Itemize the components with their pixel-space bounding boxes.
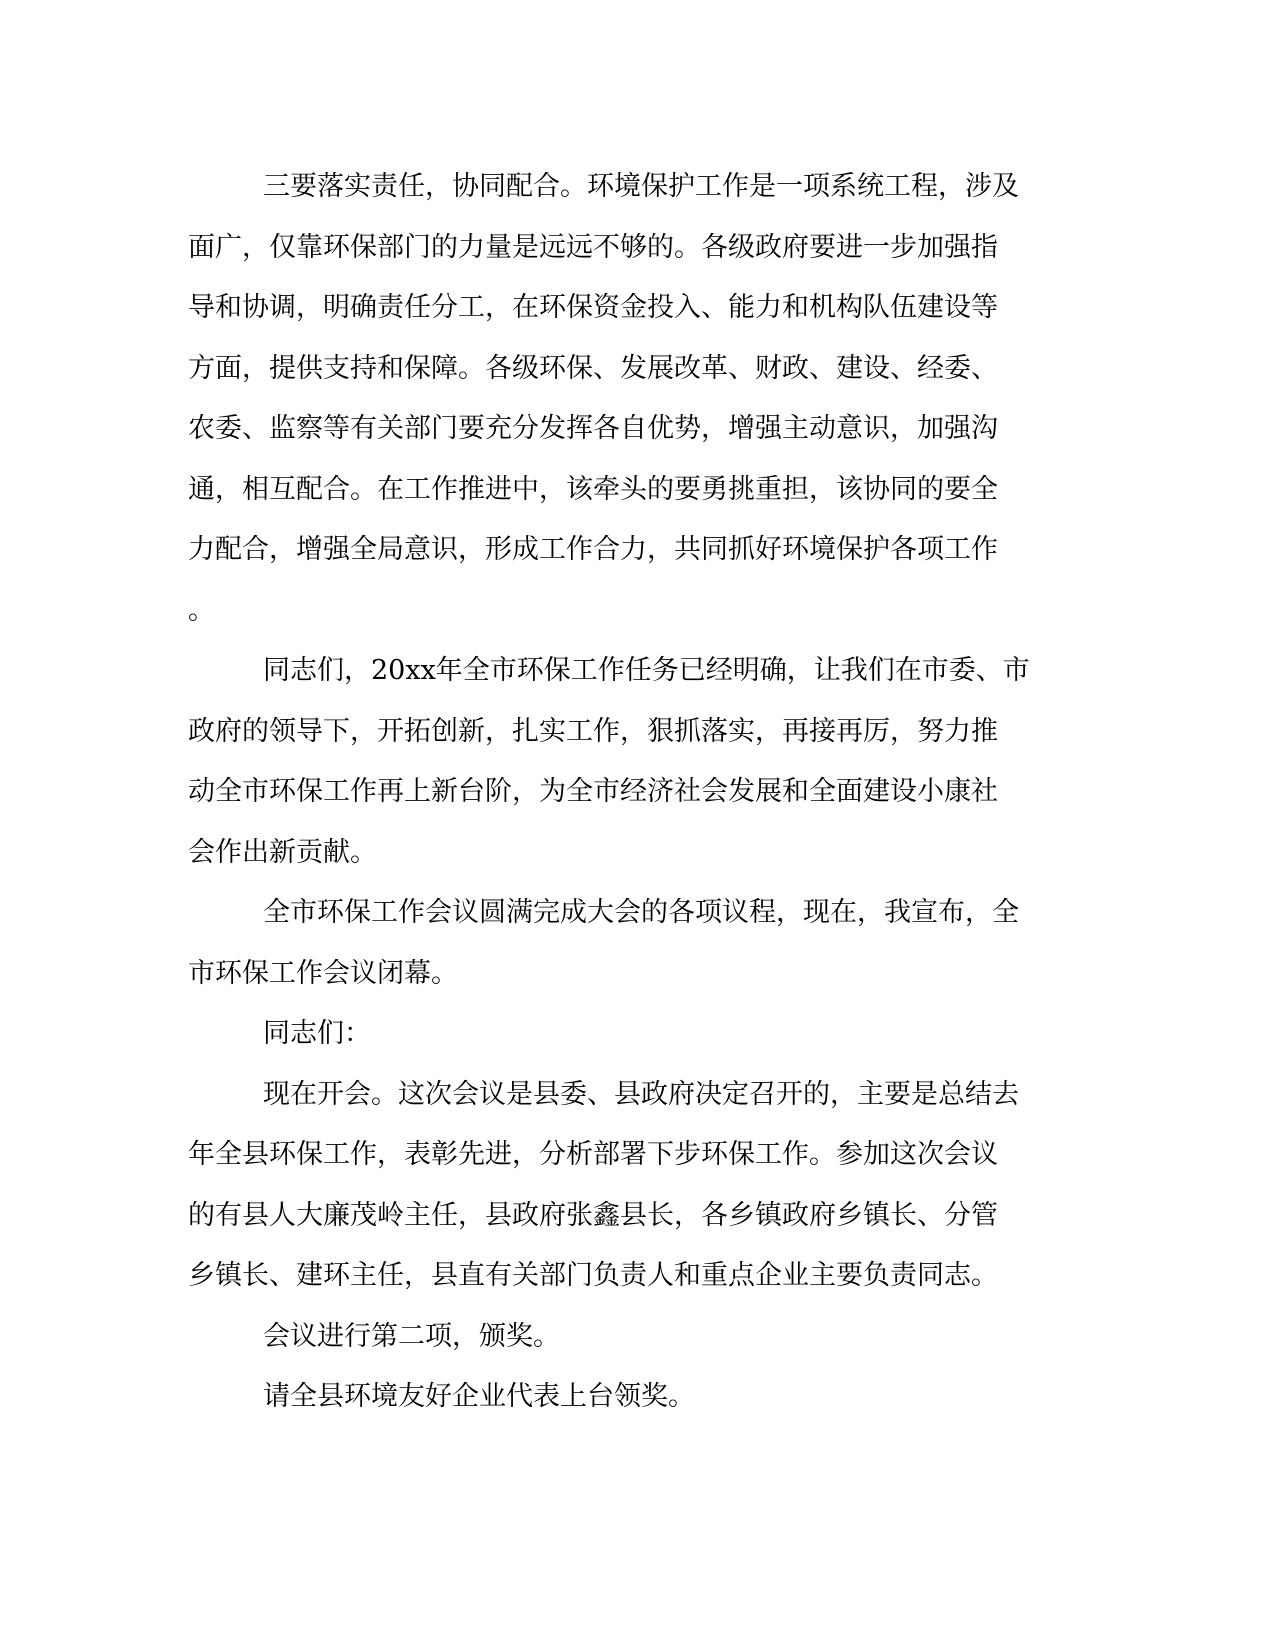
text-line: 同志们： [263, 1018, 371, 1049]
text-line: 市环保工作会议闭幕。 [188, 957, 458, 989]
paragraph-closing-announcement [188, 883, 1078, 1004]
text-line: 会议进行第二项，颁奖。 [263, 1320, 560, 1352]
paragraph-task-clear [188, 641, 1078, 883]
text-line: 力配合，增强全局意识，形成工作合力，共同抓好环境保护各项工作 [188, 534, 998, 565]
text-line: 三要落实责任，协同配合。环境保护工作是一项系统工程，涉及 [263, 171, 1019, 202]
text-line: 乡镇长、建环主任，县直有关部门负责人和重点企业主要负责同志。 [188, 1260, 998, 1291]
paragraph-award-invite [188, 1367, 1078, 1428]
text-line: 通，相互配合。在工作推进中，该牵头的要勇挑重担，该协同的要全 [188, 473, 998, 505]
text-line: 的有县人大廉茂岭主任，县政府张鑫县长，各乡镇政府乡镇长、分管 [188, 1199, 998, 1231]
text-line: 面广，仅靠环保部门的力量是远远不够的。各级政府要进一步加强指 [188, 231, 998, 263]
text-line: 现在开会。这次会议是县委、县政府决定召开的，主要是总结去 [263, 1078, 1019, 1110]
paragraph-responsibility [188, 157, 1078, 641]
text-line: 动全市环保工作再上新台阶，为全市经济社会发展和全面建设小康社 [188, 776, 998, 807]
paragraph-meeting-opening [188, 1065, 1078, 1307]
document-body [188, 157, 1078, 1428]
text-line: 政府的领导下，开拓创新，扎实工作，狠抓落实，再接再厉，努力推 [188, 715, 998, 747]
paragraph-greeting [188, 1004, 1078, 1065]
text-line: 同志们，20xx年全市环保工作任务已经明确，让我们在市委、市 [263, 655, 1030, 686]
text-line: 年全县环保工作，表彰先进，分析部署下步环保工作。参加这次会议 [188, 1139, 998, 1170]
text-line: 全市环保工作会议圆满完成大会的各项议程，现在，我宣布，全 [263, 897, 1019, 928]
text-line: 农委、监察等有关部门要充分发挥各自优势，增强主动意识，加强沟 [188, 413, 998, 444]
text-line: 导和协调，明确责任分工，在环保资金投入、能力和机构队伍建设等 [188, 292, 998, 323]
paragraph-award-item [188, 1307, 1078, 1368]
text-line: 会作出新贡献。 [188, 836, 377, 868]
text-line: 方面，提供支持和保障。各级环保、发展改革、财政、建设、经委、 [188, 352, 998, 384]
text-line: 请全县环境友好企业代表上台领奖。 [263, 1381, 695, 1412]
text-line: 。 [188, 594, 215, 626]
